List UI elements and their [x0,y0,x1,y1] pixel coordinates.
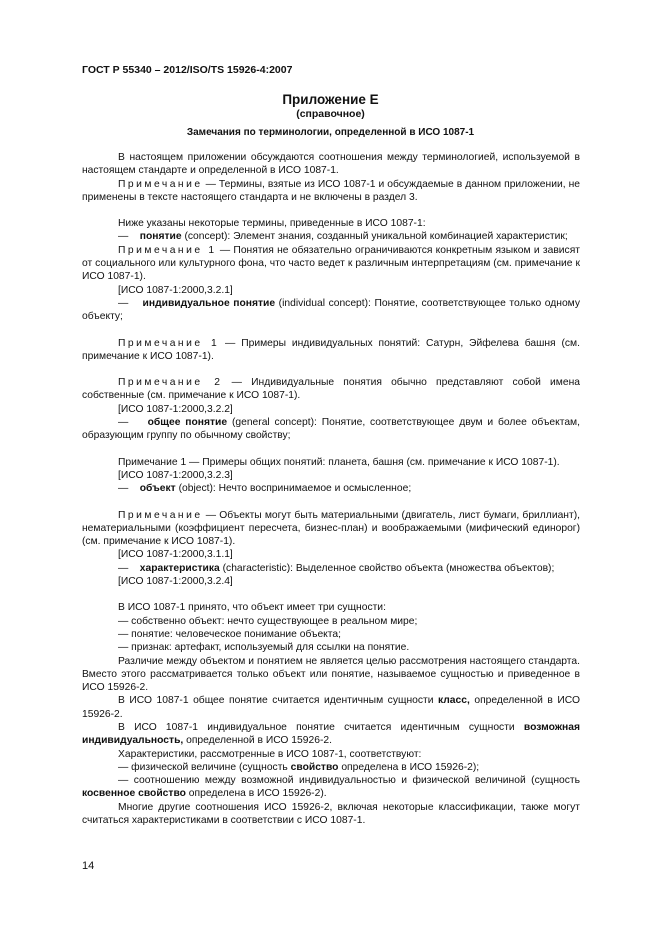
term-entry: — индивидуальное понятие (individual concept): Понятие, соответствующее только одному объекту; [82,297,581,323]
paragraph: В ИСО 1087-1 общее понятие считается идентичным сущности класс, определенной в ИСО 15926-2. [82,695,580,720]
document-header: ГОСТ Р 55340 – 2012/ISO/TS 15926-4:2007 [82,64,293,76]
term-definition: (object): Нечто воспринимаемое и осмысленное; [175,483,412,495]
paragraph: В настоящем приложении обсуждаются соотношения между терминологией, используемой в настоящем стандарте и определенной в ИСО 1087-1. [82,152,580,177]
list-item: — понятие: человеческое понимание объекта; [118,628,341,640]
term: общее понятие [147,417,228,429]
note [82,244,580,284]
note-text: — Индивидуальные понятия обычно представляют собой имена собственные (см. примечание к ИСО 1087-1). [82,377,581,402]
reference: [ИСО 1087-1:2000,3.2.1] [118,284,233,296]
term-entry: — характеристика (characteristic): Выделенное свойство объекта (множества объектов); [118,562,555,574]
note-text: — Понятия не обязательно ограничиваются конкретным языком и зависят от социального или культурного фона, что часто ведет к различным интерпретациям (см. примечание к ИСО 1087-1). [82,244,580,283]
term: объект [139,483,176,495]
paragraph: Характеристики, рассмотренные в ИСО 1087-1, соответствуют: [118,748,422,760]
paragraph: Различие между объектом и понятием не является целью рассмотрения настоящего стандарта. Вместо этого рассматривается только объект или понятие, называемое сущностью и приведенное в ИСО 15926-2. [82,655,580,694]
paragraph: В ИСО 1087-1 принято, что объект имеет три сущности: [118,602,386,614]
term-definition: (concept): Элемент знания, созданный уникальной комбинацией характеристик; [181,231,568,243]
paragraph: Многие другие соотношения ИСО 15926-2, включая некоторые классификации, также могут считаться характеристиками в соответствии с ИСО 1087-1. [82,801,580,827]
note-label: Примечание 1 [118,244,217,256]
reference: [ИСО 1087-1:2000,3.2.2] [118,403,233,415]
note: Примечание 1 — Примеры общих понятий: планета, башня (см. примечание к ИСО 1087-1). [118,456,560,468]
term: понятие [139,231,182,243]
note [82,337,580,364]
note-label: Примечание [118,178,203,190]
section-title: Замечания по терминологии, определенной в ИСО 1087-1 [186,127,475,138]
term-definition: (individual concept): Понятие, соответствующее только одному объекту; [82,297,581,323]
reference: [ИСО 1087-1:2000,3.2.3] [118,469,233,481]
term: характеристика [139,562,220,574]
note-label: Примечание [118,509,203,521]
note [82,178,580,205]
body-text [82,151,580,827]
reference: [ИСО 1087-1:2000,3.1.1] [118,549,233,561]
note [82,509,580,549]
term-entry: — общее понятие (general concept): Понятие, соответствующее двум и более объектам, образующим группу по обычному свойству; [82,417,580,442]
note-text: — Примеры индивидуальных понятий: Сатурн, Эйфелева башня (см. примечание к ИСО 1087-1). [82,337,580,362]
list-item: — соотношению между возможной индивидуальностью и физической величиной (сущность косвенное свойство определена в ИСО 15926-2). [82,775,580,800]
term-definition: (characteristic): Выделенное свойство объекта (множества объектов); [219,562,555,574]
note-text: — Объекты могут быть материальными (двигатель, лист бумаги, бриллиант), нематериальными (коэффициент пересчета, бизнес-план) и воображаемыми (мифический единорог) (см. примечание к ИСО 1087-1). [82,509,580,548]
list-item: — собственно объект: нечто существующее в реальном мире; [118,615,418,627]
note [82,376,580,403]
term: индивидуальное понятие [142,297,276,309]
note-label: Примечание 2 [118,377,223,389]
note-text: — Термины, взятые из ИСО 1087-1 и обсуждаемые в данном приложении, не применены в тексте настоящего стандарта и не включены в раздел 3. [82,178,580,203]
term-definition: (general concept): Понятие, соответствующее двум и более объектам, образующим группу по обычному свойству; [82,417,580,442]
list-item: — физической величине (сущность свойство определена в ИСО 15926-2); [118,761,480,773]
page-number: 14 [82,860,95,872]
term-entry: — объект (object): Нечто воспринимаемое и осмысленное; [118,483,412,495]
reference: [ИСО 1087-1:2000,3.2.4] [118,576,233,588]
paragraph: В ИСО 1087-1 индивидуальное понятие считается идентичным сущности возможная индивидуальность, определенной в ИСО 15926-2. [82,721,580,747]
term-entry: — понятие (concept): Элемент знания, созданный уникальной комбинацией характеристик; [118,231,568,243]
note-label: Примечание 1 [118,337,220,349]
paragraph: Ниже указаны некоторые термины, приведенные в ИСО 1087-1: [118,218,426,230]
appendix-subtitle: (справочное) [296,108,365,120]
appendix-title: Приложение Е [282,92,379,107]
list-item: — признак: артефакт, используемый для ссылки на понятие. [118,642,410,654]
